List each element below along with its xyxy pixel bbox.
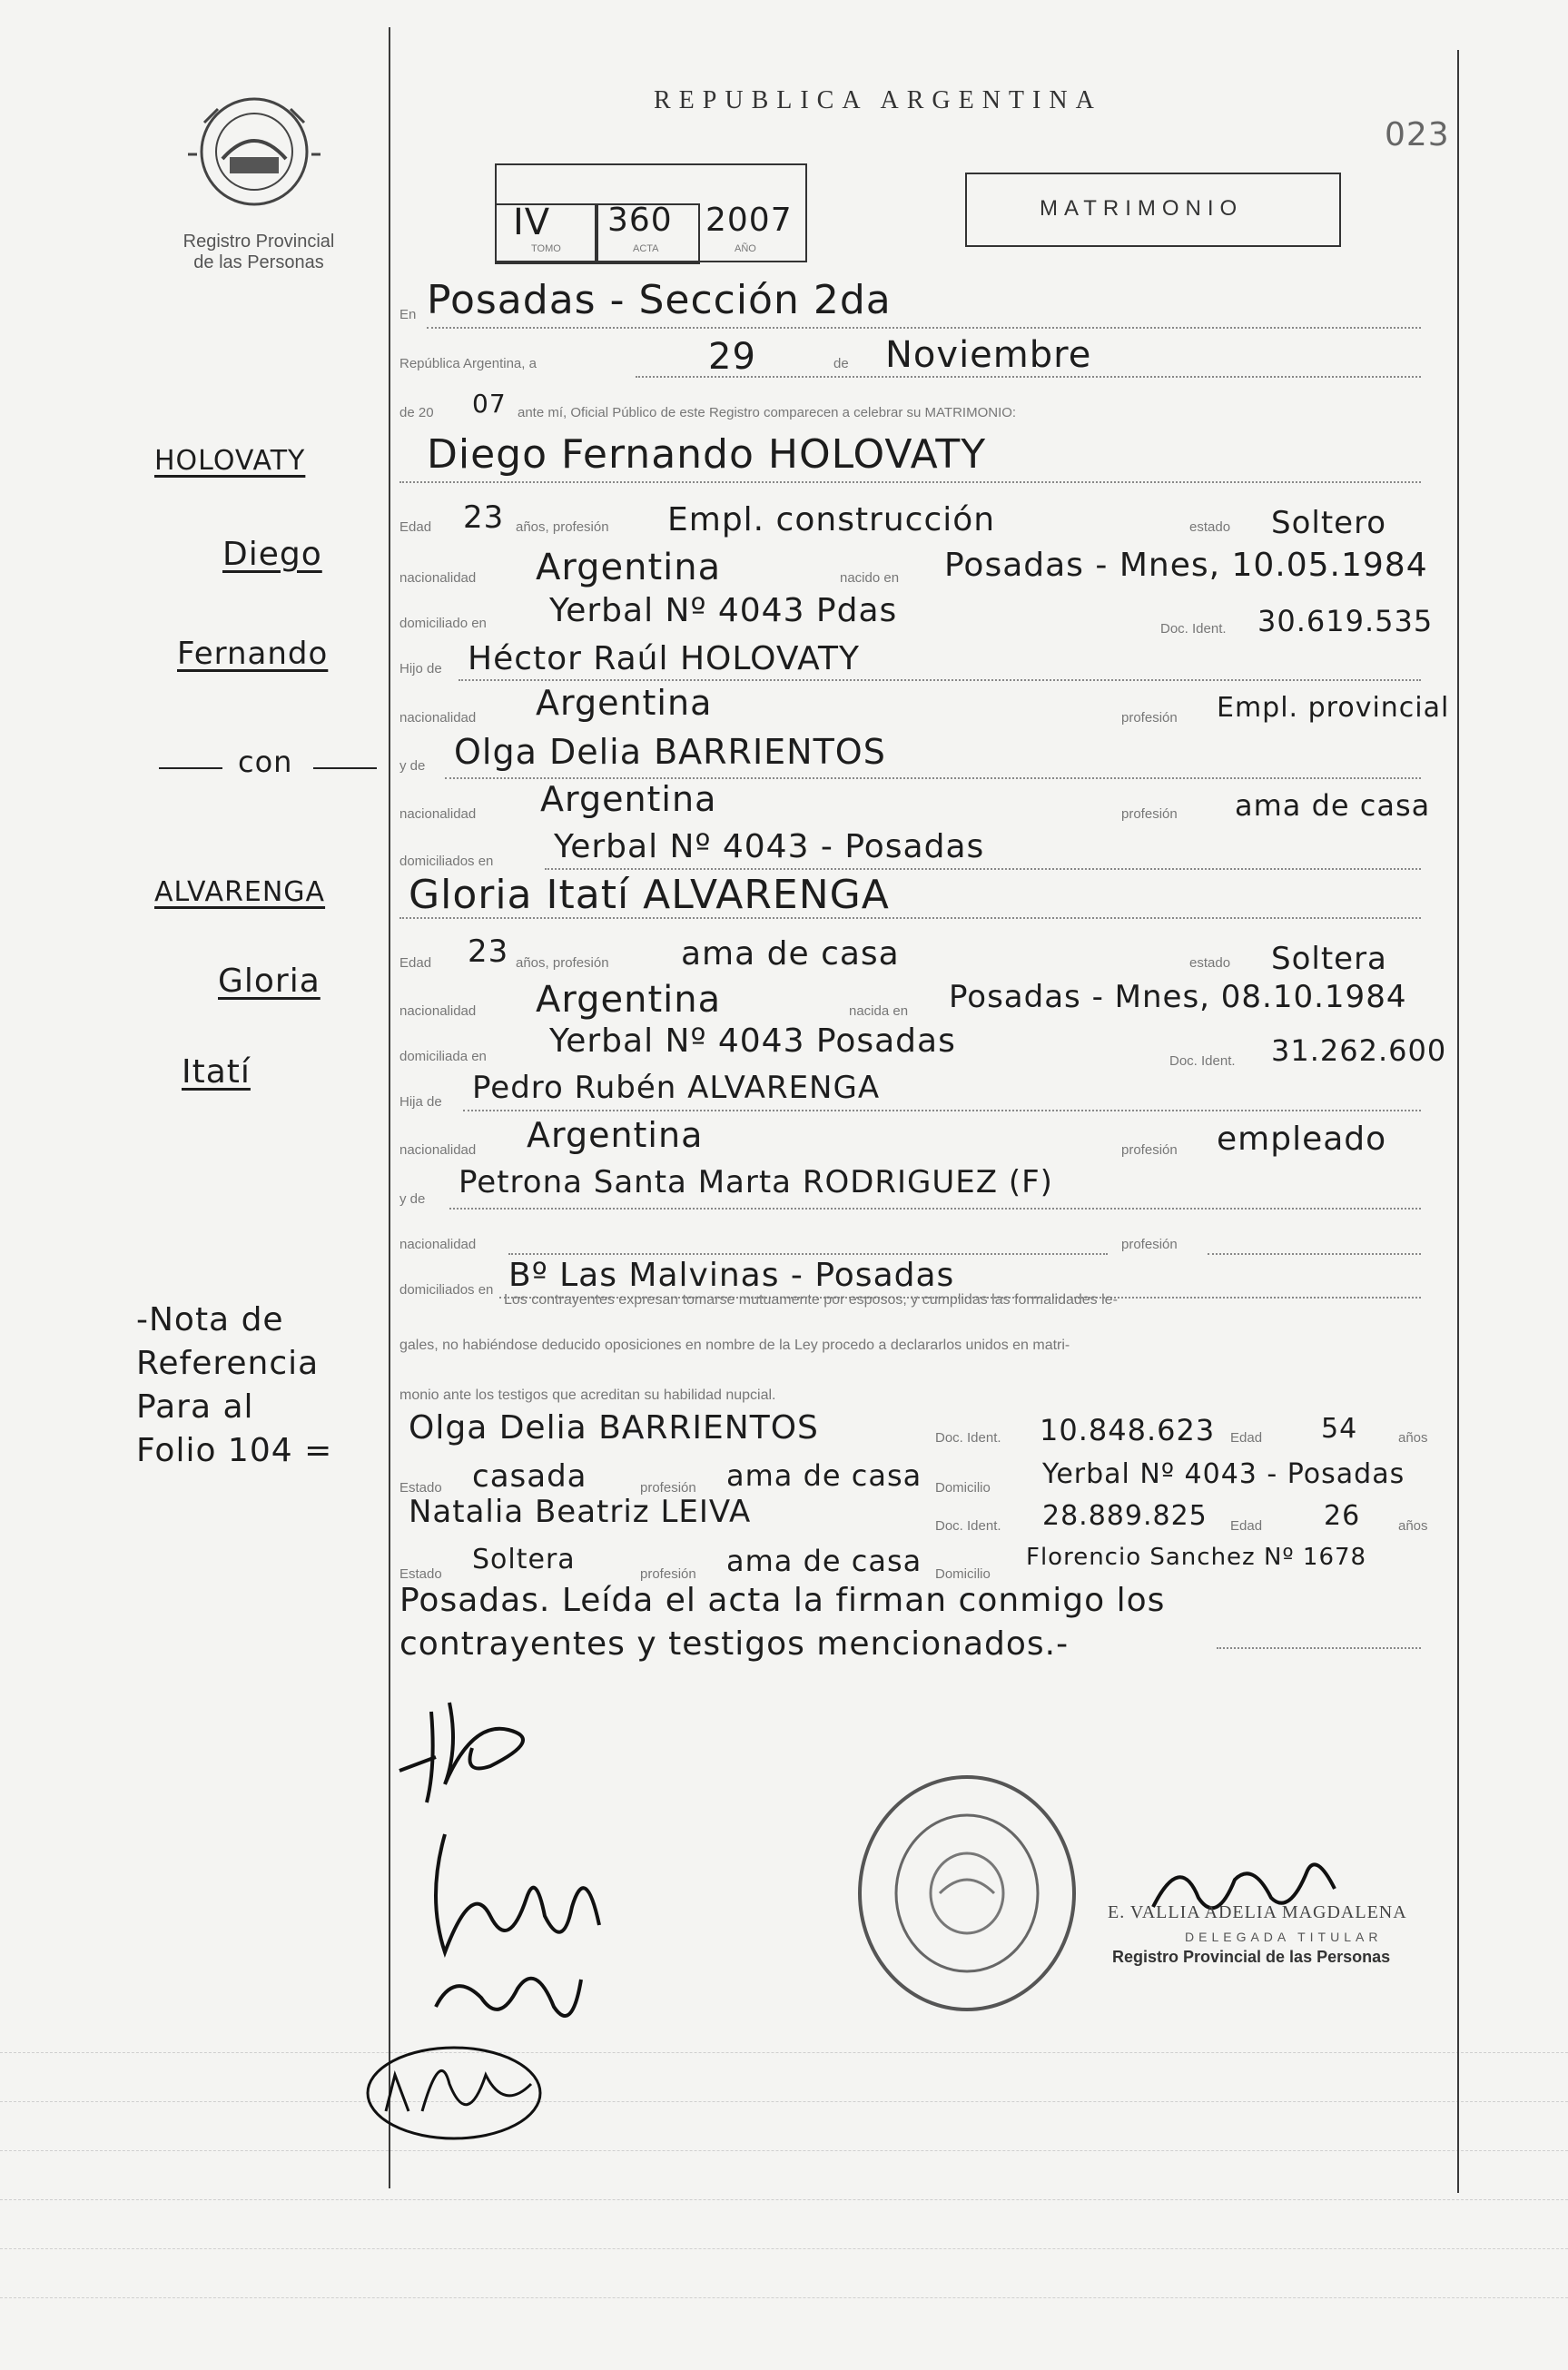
witness1-dom-label: Domicilio	[935, 1480, 991, 1496]
witness2-age: 26	[1324, 1500, 1361, 1532]
margin-given-1a: Diego	[222, 536, 322, 573]
groom-father: Héctor Raúl HOLOVATY	[468, 640, 860, 677]
margin-con-dash-left	[159, 767, 222, 769]
groom-age: 23	[463, 499, 505, 536]
groom-parents-address: Yerbal Nº 4043 - Posadas	[554, 828, 985, 865]
ruled-line	[0, 2199, 1568, 2200]
official-round-stamp	[849, 1766, 1085, 2020]
acta-label: ACTA	[633, 243, 659, 254]
document-type-box	[965, 173, 1341, 247]
groom-mother-profession: ama de casa	[1235, 788, 1431, 823]
bride-father-line	[463, 1110, 1421, 1111]
groom-name-line	[399, 481, 1421, 483]
bride-estado: Soltera	[1271, 941, 1387, 977]
bride-father-nationality: Argentina	[527, 1115, 704, 1155]
bride-nac-label: nacionalidad	[399, 1003, 477, 1019]
bride-mother-prof-label: profesión	[1121, 1237, 1178, 1252]
en-label: En	[399, 307, 417, 322]
groom-profession: Empl. construcción	[667, 501, 996, 538]
declaration-line-3: monio ante los testigos que acreditan su habilidad nupcial.	[399, 1387, 776, 1403]
registry-line-2: de las Personas	[193, 252, 324, 272]
witness2-edad-label: Edad	[1230, 1518, 1263, 1534]
anio-label: AÑO	[735, 243, 756, 254]
groom-mother-nat-label: nacionalidad	[399, 806, 477, 822]
witness1-prof-label: profesión	[640, 1480, 696, 1496]
declaration-line-2: gales, no habiéndose deducido oposiciones en nombre de la Ley procedo a declararlos unidos en matri-	[399, 1338, 1070, 1353]
year-suffix: 07	[472, 389, 507, 419]
bride-edad-label: Edad	[399, 955, 432, 971]
date-line	[636, 376, 1421, 378]
witness1-edad-label: Edad	[1230, 1430, 1263, 1446]
closing-line	[1217, 1647, 1421, 1649]
groom-anos-label: años, profesión	[516, 519, 609, 535]
closing-line-1: Posadas. Leída el acta la firman conmigo los	[399, 1582, 1166, 1619]
margin-surname-2: ALVARENGA	[154, 876, 326, 908]
groom-doc: 30.619.535	[1257, 604, 1434, 638]
ruled-line	[0, 2052, 1568, 2053]
margin-surname-1: HOLOVATY	[154, 445, 306, 477]
groom-address: Yerbal Nº 4043 Pdas	[549, 592, 898, 629]
ruled-line	[0, 2101, 1568, 2102]
groom-hijo-label: Hijo de	[399, 661, 442, 676]
bride-address: Yerbal Nº 4043 Posadas	[549, 1022, 956, 1060]
groom-name: Diego Fernando HOLOVATY	[427, 431, 987, 478]
bride-parents-address: Bº Las Malvinas - Posadas	[508, 1257, 955, 1294]
republic-label: República Argentina, a	[399, 356, 537, 371]
groom-mother: Olga Delia BARRIENTOS	[454, 732, 886, 772]
bride-father: Pedro Rubén ALVARENGA	[472, 1070, 881, 1106]
right-margin-line	[1457, 50, 1459, 2193]
groom-doc-label: Doc. Ident.	[1160, 621, 1227, 637]
witness1-domicile: Yerbal Nº 4043 - Posadas	[1042, 1458, 1405, 1490]
bride-father-prof-label: profesión	[1121, 1142, 1178, 1158]
bride-estado-label: estado	[1189, 955, 1231, 971]
groom-nationality: Argentina	[536, 547, 722, 588]
note-line-4: Folio 104 =	[136, 1432, 333, 1469]
official-name: E. VALLIA ADELIA MAGDALENA	[1108, 1902, 1407, 1922]
bride-hija-label: Hija de	[399, 1094, 442, 1110]
groom-estado-label: estado	[1189, 519, 1231, 535]
folio-number: 023	[1385, 116, 1450, 153]
groom-doms-label: domiciliados en	[399, 854, 494, 869]
witness1-doc: 10.848.623	[1040, 1413, 1216, 1447]
country-heading: REPUBLICA ARGENTINA	[654, 86, 1102, 114]
official-title: DELEGADA TITULAR	[1185, 1930, 1383, 1944]
witness1-estado-label: Estado	[399, 1480, 442, 1496]
official-office: Registro Provincial de las Personas	[1112, 1948, 1391, 1966]
acta-value: 360	[607, 202, 673, 239]
margin-given-2b: Itatí	[182, 1053, 251, 1091]
groom-dom-label: domiciliado en	[399, 616, 487, 631]
margin-con-dash-right	[313, 767, 377, 769]
ruled-line	[0, 2297, 1568, 2298]
groom-father-nat-label: nacionalidad	[399, 710, 477, 726]
bride-doc: 31.262.600	[1271, 1033, 1447, 1068]
witness2-estado: Soltera	[472, 1544, 576, 1575]
witness1-profession: ama de casa	[726, 1458, 922, 1493]
bride-name-line	[399, 917, 1421, 919]
witness1-doc-label: Doc. Ident.	[935, 1430, 1001, 1446]
margin-given-2a: Gloria	[218, 963, 321, 1000]
registry-name	[163, 232, 354, 273]
de-label: de	[833, 356, 849, 371]
left-margin-line	[389, 27, 390, 2188]
ruled-line	[0, 2248, 1568, 2249]
year-prefix: de 20	[399, 405, 434, 420]
bride-mother-nat-label: nacionalidad	[399, 1237, 477, 1252]
groom-yde-label: y de	[399, 758, 426, 774]
margin-reference-note	[136, 1299, 332, 1473]
note-line-3: Para al	[136, 1388, 254, 1426]
tomo-label: TOMO	[531, 243, 561, 254]
groom-nac-label: nacionalidad	[399, 570, 477, 586]
bride-father-profession: empleado	[1217, 1121, 1387, 1158]
bride-mother: Petrona Santa Marta RODRIGUEZ (F)	[459, 1164, 1053, 1200]
groom-father-nationality: Argentina	[536, 683, 713, 723]
groom-father-prof-label: profesión	[1121, 710, 1178, 726]
bride-yde-label: y de	[399, 1191, 426, 1207]
witness1-age: 54	[1321, 1413, 1358, 1445]
bride-anos-label: años, profesión	[516, 955, 609, 971]
groom-birthplace: Posadas - Mnes, 10.05.1984	[944, 547, 1428, 584]
document-type: MATRIMONIO	[1040, 196, 1244, 221]
bride-dom-label: domiciliada en	[399, 1049, 487, 1064]
witness2-name: Natalia Beatriz LEIVA	[409, 1494, 752, 1530]
groom-parents-address-line	[545, 868, 1421, 870]
groom-mother-prof-label: profesión	[1121, 806, 1178, 822]
bride-profession: ama de casa	[681, 935, 900, 973]
closing-line-2: contrayentes y testigos mencionados.-	[399, 1625, 1070, 1663]
witness2-signature	[359, 2029, 567, 2157]
bride-name: Gloria Itatí ALVARENGA	[409, 872, 890, 918]
anio-value: 2007	[705, 202, 793, 239]
groom-signature	[381, 1684, 563, 1812]
declaration-line-1: Los contrayentes expresan tomarse mutuamente por esposos, y cumplidas las formalidades le-	[504, 1292, 1118, 1308]
groom-father-profession: Empl. provincial	[1217, 692, 1450, 724]
bride-mother-prof-line	[1208, 1253, 1421, 1255]
month: Noviembre	[885, 334, 1092, 376]
tomo-value: IV	[513, 202, 551, 243]
margin-con: con	[238, 745, 293, 779]
provincial-seal	[186, 86, 322, 209]
witness2-domicile: Florencio Sanchez Nº 1678	[1026, 1544, 1367, 1571]
groom-mother-nationality: Argentina	[540, 779, 717, 819]
registry-line-1: Registro Provincial	[182, 232, 335, 252]
bride-doc-label: Doc. Ident.	[1169, 1053, 1236, 1069]
bride-age: 23	[468, 933, 509, 970]
bride-birthplace: Posadas - Mnes, 08.10.1984	[949, 979, 1407, 1015]
intro-text: ante mí, Oficial Público de este Registro comparecen a celebrar su MATRIMONIO:	[518, 405, 1017, 420]
bride-father-nat-label: nacionalidad	[399, 1142, 477, 1158]
witness2-anos-label: años	[1398, 1518, 1428, 1534]
note-line-2: Referencia	[136, 1345, 320, 1382]
margin-given-1b: Fernando	[177, 636, 329, 672]
witness2-estado-label: Estado	[399, 1566, 442, 1582]
ruled-line	[0, 2150, 1568, 2151]
groom-edad-label: Edad	[399, 519, 432, 535]
witness2-profession: ama de casa	[726, 1544, 922, 1578]
witness1-name: Olga Delia BARRIENTOS	[409, 1409, 819, 1447]
witness2-dom-label: Domicilio	[935, 1566, 991, 1582]
witness2-doc-label: Doc. Ident.	[935, 1518, 1001, 1534]
groom-nacido-label: nacido en	[840, 570, 900, 586]
witness1-estado: casada	[472, 1458, 587, 1495]
place: Posadas - Sección 2da	[427, 277, 892, 323]
bride-signature	[418, 1816, 626, 1970]
witness2-prof-label: profesión	[640, 1566, 696, 1582]
record-number-box	[495, 163, 807, 262]
witness1-anos-label: años	[1398, 1430, 1428, 1446]
bride-nationality: Argentina	[536, 979, 722, 1021]
groom-estado: Soltero	[1271, 505, 1387, 541]
bride-doms-label: domiciliados en	[399, 1282, 494, 1298]
groom-father-line	[459, 679, 1421, 681]
bride-nacida-label: nacida en	[849, 1003, 909, 1019]
witness2-doc: 28.889.825	[1042, 1500, 1208, 1532]
bride-mother-nat-line	[508, 1253, 1108, 1255]
place-line	[427, 327, 1421, 329]
day: 29	[708, 336, 756, 378]
bride-mother-line	[449, 1208, 1421, 1210]
note-line-1: -Nota de	[136, 1301, 284, 1338]
